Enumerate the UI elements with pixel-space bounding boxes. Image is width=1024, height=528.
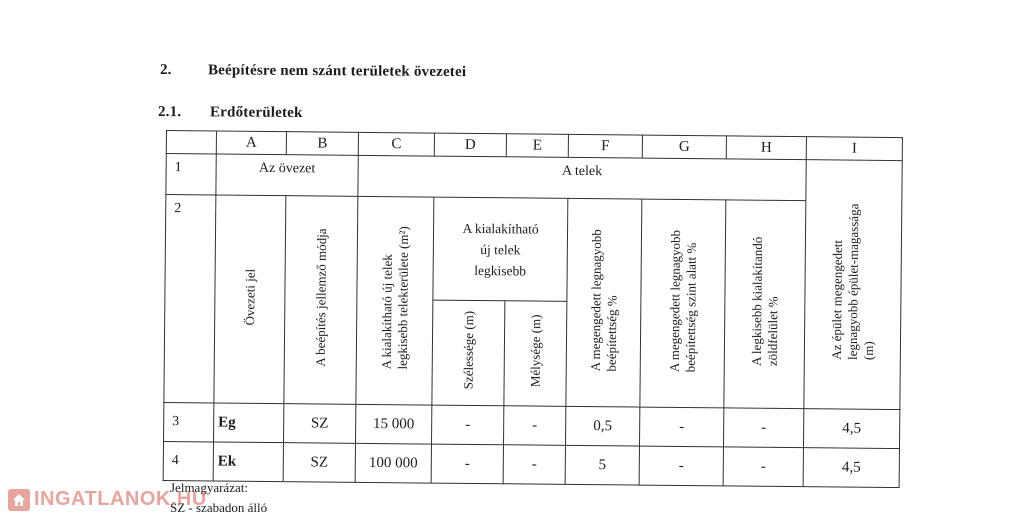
col-letter: E bbox=[506, 134, 568, 158]
min-size-group-header: A kialakítható új telek legkisebb bbox=[433, 197, 568, 301]
col-letter: F bbox=[568, 134, 642, 158]
col-letter: A bbox=[216, 131, 286, 155]
row-number: 4 bbox=[163, 441, 213, 480]
section-title: Beépítésre nem szánt területek övezetei bbox=[207, 62, 467, 81]
subsection-number: 2.1. bbox=[157, 104, 182, 121]
green-area-cell: - bbox=[723, 447, 803, 487]
row-number: 2 bbox=[164, 195, 216, 403]
building-mode-header: A beépítés jellemző módja bbox=[284, 196, 358, 405]
subsection-heading bbox=[158, 104, 303, 122]
height-cell: 4,5 bbox=[803, 409, 899, 449]
col-letter: C bbox=[358, 132, 434, 156]
underground-coverage-cell: - bbox=[639, 407, 723, 447]
min-area-cell: 100 000 bbox=[355, 443, 431, 483]
telek-header: A telek bbox=[358, 155, 806, 200]
zone-code-cell: Ek bbox=[213, 442, 283, 482]
max-coverage-header: A megengedett legnagyobb beépítettség % bbox=[566, 198, 642, 407]
section-heading bbox=[160, 62, 466, 81]
watermark-text: INGATLANOK.HU bbox=[34, 488, 207, 510]
zone-code-cell: Eg bbox=[214, 403, 284, 443]
col-letter: B bbox=[286, 132, 358, 156]
zone-code-header: Övezeti jel bbox=[214, 195, 286, 404]
width-cell: - bbox=[431, 444, 503, 484]
zoning-table bbox=[163, 130, 903, 488]
height-header bbox=[804, 160, 902, 410]
row-number: 3 bbox=[164, 402, 214, 441]
width-header: Szélessége (m) bbox=[432, 300, 505, 406]
table-row bbox=[166, 154, 902, 202]
underground-coverage-cell: - bbox=[639, 446, 723, 486]
max-coverage-cell: 0,5 bbox=[565, 406, 639, 446]
depth-cell: - bbox=[503, 445, 565, 485]
row-number: 1 bbox=[166, 154, 216, 195]
col-letter: G bbox=[642, 135, 726, 159]
watermark bbox=[8, 488, 207, 511]
house-icon bbox=[8, 489, 30, 511]
legend-item: SZ - szabadon álló bbox=[170, 500, 268, 515]
ovezet-header: Az övezet bbox=[216, 154, 358, 196]
corner-cell bbox=[166, 131, 216, 154]
section-number: 2. bbox=[159, 62, 172, 79]
min-area-header: A kialakítható új telek legkisebb telekterülete (m²) bbox=[356, 196, 434, 405]
depth-cell: - bbox=[503, 406, 565, 446]
col-letter: I bbox=[806, 137, 902, 161]
building-mode-cell: SZ bbox=[284, 404, 356, 444]
table-row bbox=[165, 195, 902, 305]
width-cell: - bbox=[431, 405, 503, 445]
table-row bbox=[163, 441, 899, 487]
height-cell: 4,5 bbox=[803, 448, 899, 488]
building-mode-cell: SZ bbox=[283, 443, 355, 483]
col-letter: H bbox=[726, 136, 806, 160]
min-area-cell: 15 000 bbox=[356, 404, 432, 444]
green-area-cell: - bbox=[723, 408, 803, 448]
underground-coverage-header: A megengedett legnagyobb beépítettség szint alatt % bbox=[640, 199, 726, 408]
green-area-header: A legkisebb kialakítandó zöldfelület % bbox=[724, 200, 806, 409]
subsection-title: Erdőterületek bbox=[209, 104, 303, 122]
legend-title: Jelmagyarázat: bbox=[170, 480, 248, 495]
depth-header: Mélysége (m) bbox=[504, 301, 567, 407]
max-coverage-cell: 5 bbox=[565, 445, 639, 485]
col-letter: D bbox=[434, 133, 506, 157]
height-header-text: Az épület megengedett legnagyobb épület-magassága (m) bbox=[828, 203, 876, 361]
